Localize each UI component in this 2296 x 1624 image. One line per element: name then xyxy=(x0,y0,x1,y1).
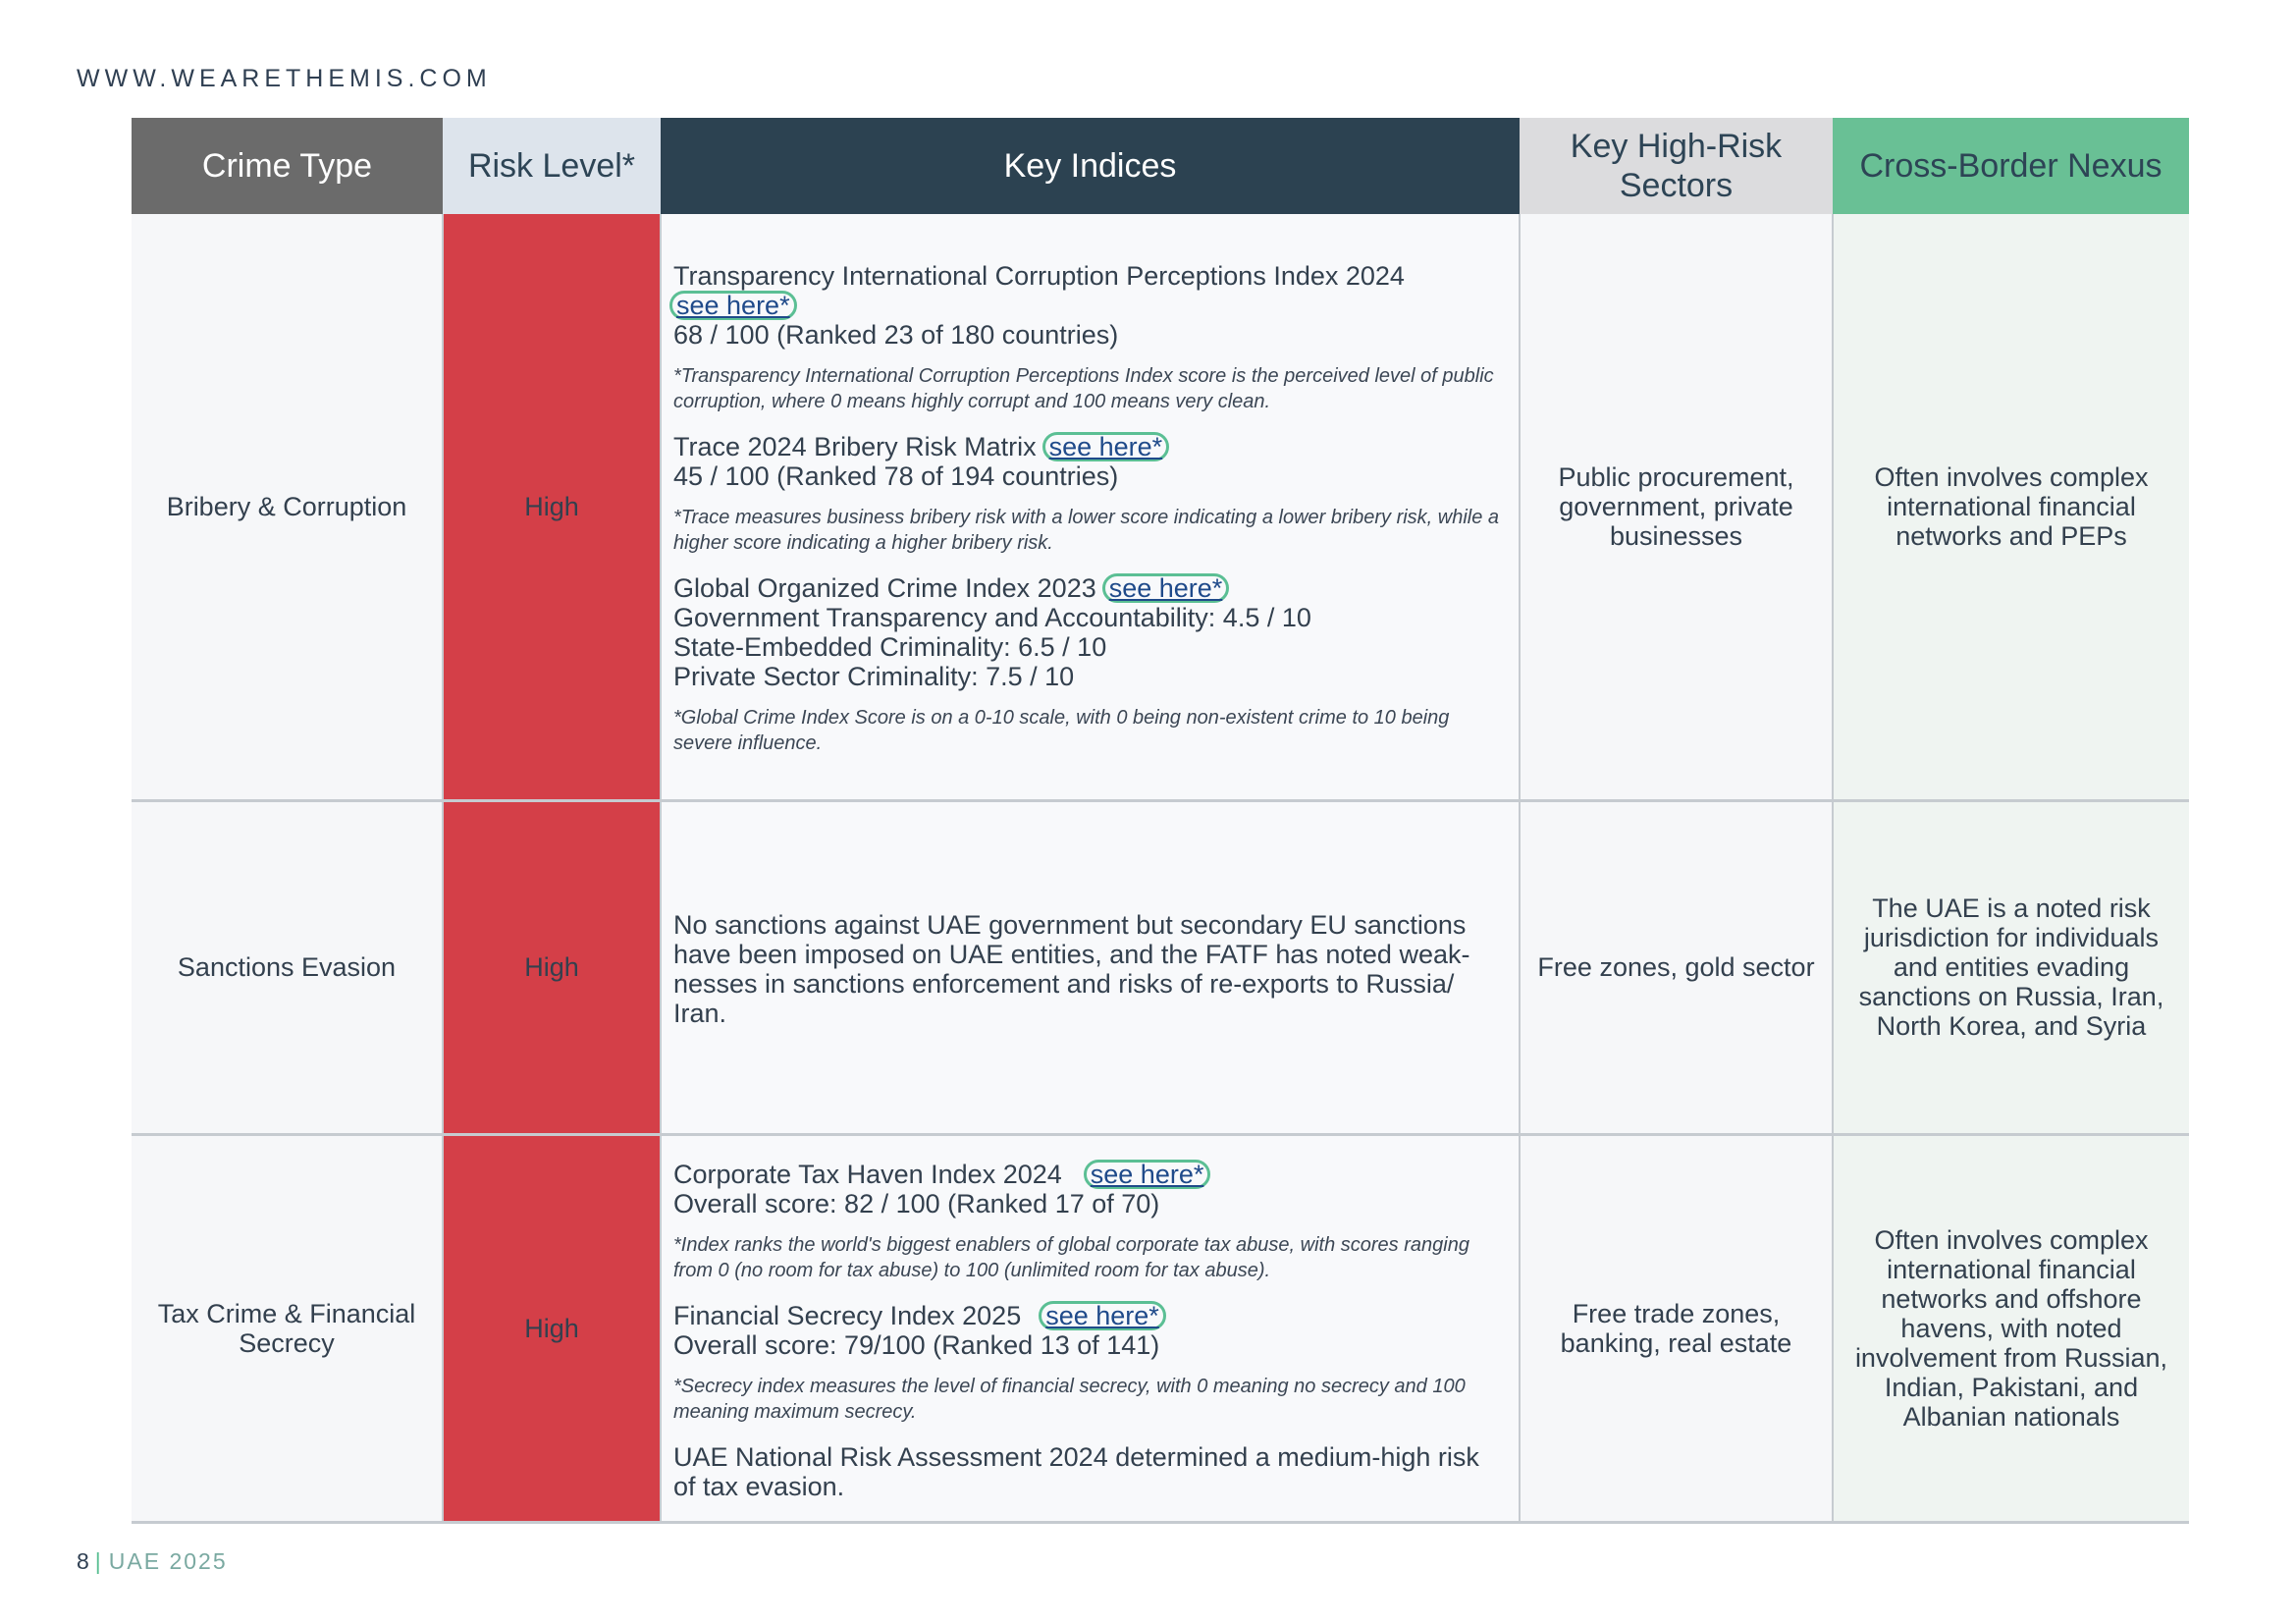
index-title-row xyxy=(673,1160,1507,1189)
index-score: Overall score: 79/100 (Ranked 13 of 141) xyxy=(673,1329,1160,1360)
index-title-row xyxy=(673,1301,1507,1330)
table-row xyxy=(132,800,2189,1134)
footer-label: UAE 2025 xyxy=(108,1548,228,1574)
risk-table xyxy=(132,118,2189,1524)
table-row xyxy=(132,214,2189,800)
index-footnote: *Global Crime Index Score is on a 0-10 scale, with 0 being non-existent crime to 10 being severe influence. xyxy=(673,706,1450,754)
index-title: Transparency International Corruption Perceptions Index 2024 xyxy=(673,260,1405,291)
index-score: Government Transparency and Accountability: 4.5 / 10 xyxy=(673,602,1311,632)
crime-type-cell: Bribery & Corruption xyxy=(132,214,443,800)
index-title: Financial Secrecy Index 2025 xyxy=(673,1300,1022,1330)
index-footnote: *Index ranks the world's biggest enablers of global corporate tax abuse, with scores ranging from 0 (no room for tax abuse) to 100 (unlimited room for tax abuse). xyxy=(673,1233,1469,1281)
index-footnote: *Secrecy index measures the level of financial secrecy, with 0 meaning no secrecy and 100 meaning maximum secrecy. xyxy=(673,1375,1466,1423)
index-text: No sanctions against UAE government but secondary EU sanctions have been imposed on UAE entities, and the FATF has noted weak-nesses in sanctions enforcement and risks of re-exports to Russia/ Iran. xyxy=(673,910,1470,1028)
col-header-key-indices: Key Indices xyxy=(661,118,1520,214)
key-indices-cell xyxy=(661,800,1520,1134)
index-text: UAE National Risk Assessment 2024 determined a medium-high risk of tax evasion. xyxy=(673,1441,1479,1501)
nexus-cell: Often involves complex international financial networks and PEPs xyxy=(1833,214,2189,800)
col-header-nexus: Cross-Border Nexus xyxy=(1833,118,2189,214)
index-score: Private Sector Criminality: 7.5 / 10 xyxy=(673,661,1075,691)
risk-level-badge: High xyxy=(443,1134,661,1522)
index-score: 68 / 100 (Ranked 23 of 180 countries) xyxy=(673,319,1119,350)
see-here-link[interactable]: see here* xyxy=(669,291,797,320)
crime-type-cell: Tax Crime & Financial Secrecy xyxy=(132,1134,443,1522)
see-here-link[interactable]: see here* xyxy=(1039,1301,1166,1330)
crime-type-cell: Sanctions Evasion xyxy=(132,800,443,1134)
footer-divider: | xyxy=(94,1548,103,1574)
index-score: 45 / 100 (Ranked 78 of 194 countries) xyxy=(673,460,1119,491)
nexus-cell: The UAE is a noted risk jurisdiction for individuals and entities evading sanctions on Russia, Iran, North Korea, and Syria xyxy=(1833,800,2189,1134)
nexus-cell: Often involves complex international financial networks and offshore havens, with noted involvement from Russian, Indian, Pakistani, and Albanian nationals xyxy=(1833,1134,2189,1522)
site-url[interactable]: WWW.WEARETHEMIS.COM xyxy=(77,65,492,92)
col-header-crime-type: Crime Type xyxy=(132,118,443,214)
sectors-cell: Free zones, gold sector xyxy=(1520,800,1833,1134)
sectors-cell: Public procurement, government, private businesses xyxy=(1520,214,1833,800)
risk-level-badge: High xyxy=(443,214,661,800)
page-number: 8 xyxy=(77,1548,91,1574)
table-header-row xyxy=(132,118,2189,214)
table-row xyxy=(132,1134,2189,1522)
index-score: Overall score: 82 / 100 (Ranked 17 of 70) xyxy=(673,1188,1160,1218)
see-here-link[interactable]: see here* xyxy=(1102,573,1230,603)
col-header-sectors: Key High-Risk Sectors xyxy=(1520,118,1833,214)
index-score: State-Embedded Criminality: 6.5 / 10 xyxy=(673,631,1107,662)
index-footnote: *Trace measures business bribery risk with a lower score indicating a lower bribery risk, while a higher score indicating a higher bribery risk. xyxy=(673,506,1500,554)
index-title: Global Organized Crime Index 2023 xyxy=(673,572,1096,603)
see-here-link[interactable]: see here* xyxy=(1042,432,1170,461)
index-title-row xyxy=(673,432,1507,461)
index-footnote: *Transparency International Corruption Perceptions Index score is the perceived level of public corruption, where 0 means highly corrupt and 100 means very clean. xyxy=(673,364,1494,412)
key-indices-cell xyxy=(661,214,1520,800)
col-header-risk-level: Risk Level* xyxy=(443,118,661,214)
key-indices-cell xyxy=(661,1134,1520,1522)
index-title: Trace 2024 Bribery Risk Matrix xyxy=(673,431,1037,461)
see-here-link[interactable]: see here* xyxy=(1084,1160,1211,1189)
index-title: Corporate Tax Haven Index 2024 xyxy=(673,1159,1062,1189)
risk-level-badge: High xyxy=(443,800,661,1134)
index-title-row xyxy=(673,573,1507,603)
sectors-cell: Free trade zones, banking, real estate xyxy=(1520,1134,1833,1522)
page-footer xyxy=(77,1548,228,1575)
